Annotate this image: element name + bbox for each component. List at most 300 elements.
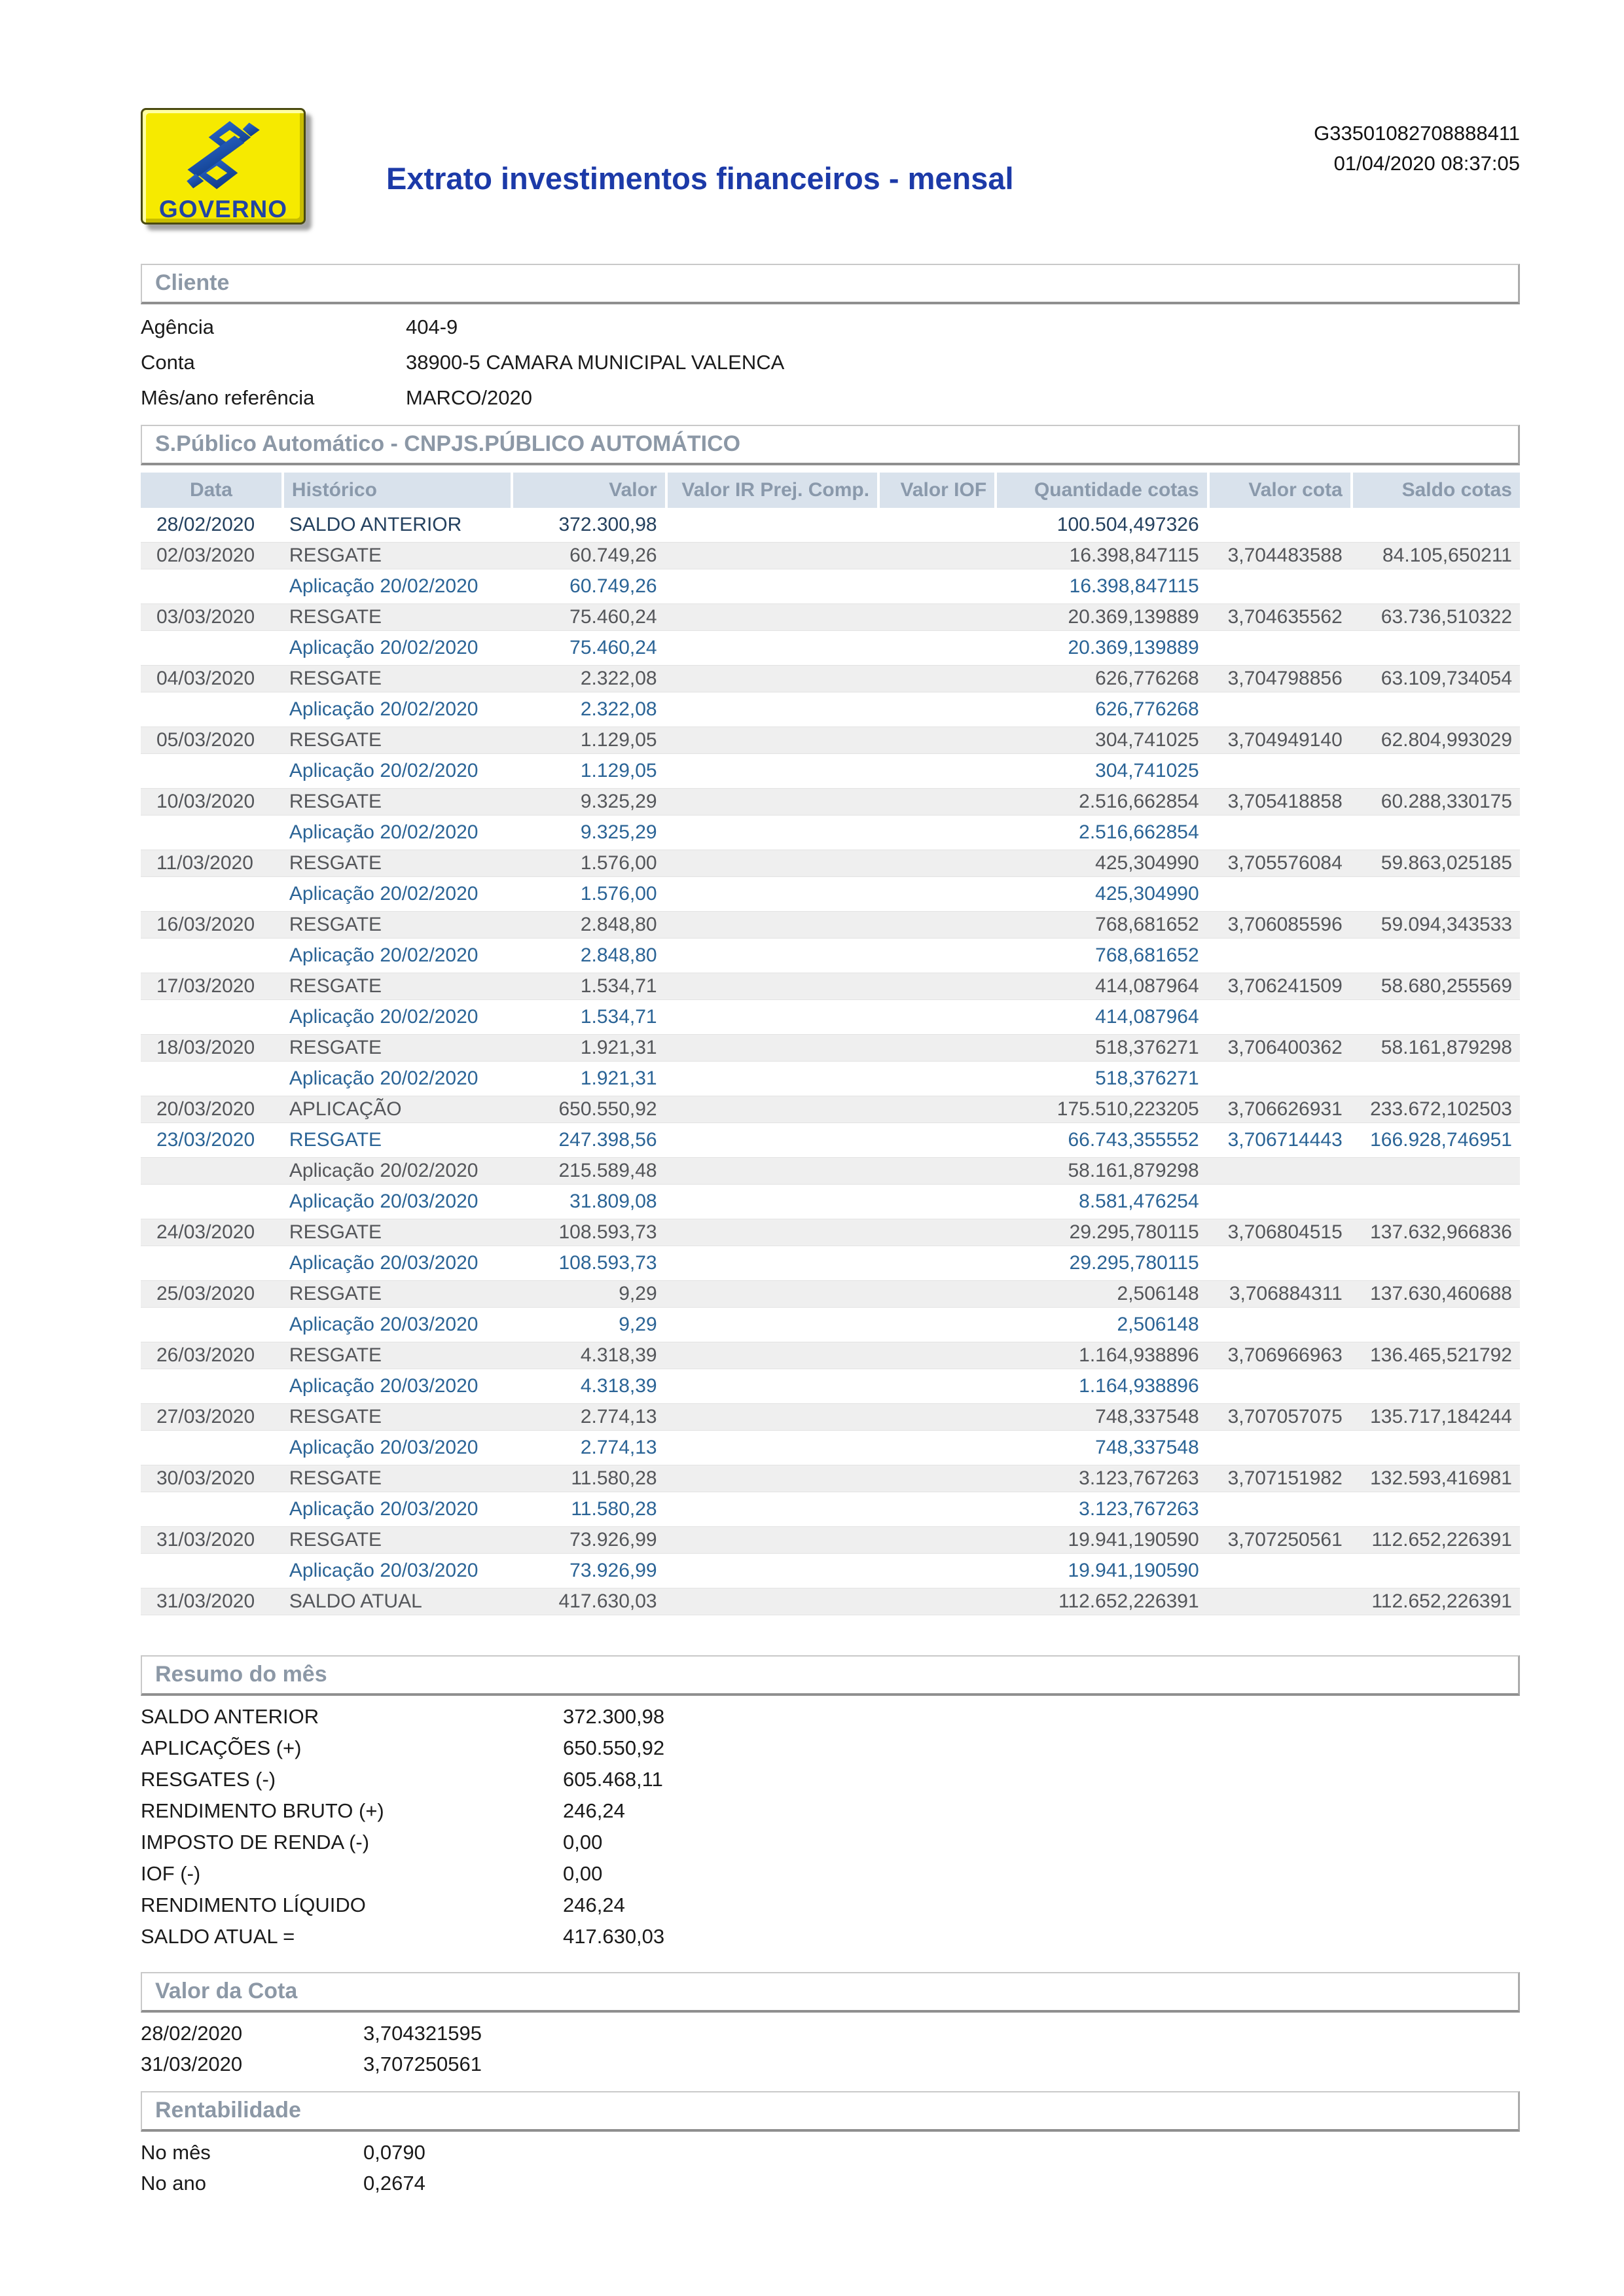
table-cell: 20/03/2020: [141, 1096, 281, 1123]
table-cell: RESGATE: [281, 1465, 511, 1492]
table-cell: 3,706241509: [1207, 973, 1350, 1000]
section-title-statement: S.Público Automático - CNPJS.PÚBLICO AUTOMÁTICO: [141, 425, 1520, 465]
field-label: Agência: [141, 315, 215, 338]
table-cell: 3,706626931: [1207, 1096, 1350, 1123]
table-cell: 1.534,71: [580, 1006, 657, 1028]
table-cell: 2.516,662854: [994, 788, 1206, 816]
table-cell: [665, 634, 877, 662]
section-title-resumo: Resumo do mês: [141, 1655, 1520, 1696]
table-cell: 3,706085596: [1207, 911, 1350, 939]
table-row: [141, 696, 1520, 723]
table-cell: 2.848,80: [511, 911, 665, 939]
table-row: [141, 757, 1520, 785]
table-cell: RESGATE: [281, 726, 511, 754]
table-cell: [1207, 1311, 1350, 1338]
column-header: Saldo cotas: [1350, 473, 1520, 508]
field-value: 38900-5 CAMARA MUNICIPAL VALENCA: [406, 351, 785, 374]
bb-flower-icon: [180, 118, 266, 196]
column-header: Valor cota: [1207, 473, 1350, 508]
table-cell: [141, 819, 281, 846]
table-row: [141, 880, 1520, 908]
table-cell: [665, 1157, 877, 1185]
table-cell: RESGATE: [281, 850, 511, 877]
table-cell: Aplicação 20/02/2020: [289, 760, 478, 781]
table-cell: 425,304990: [1095, 883, 1199, 905]
table-cell: 03/03/2020: [141, 603, 281, 631]
table-cell: 1.921,31: [511, 1034, 665, 1062]
table-cell: [665, 942, 877, 969]
table-cell: RESGATE: [281, 665, 511, 692]
table-cell: 05/03/2020: [141, 726, 281, 754]
table-cell: Aplicação 20/03/2020: [289, 1191, 478, 1212]
table-cell: [877, 1034, 994, 1062]
table-cell: 9,29: [619, 1314, 657, 1335]
rentabilidade-fields: [141, 2137, 1520, 2198]
table-cell: 63.109,734054: [1350, 665, 1520, 692]
table-cell: 304,741025: [1095, 760, 1199, 781]
table-cell: 247.398,56: [558, 1129, 657, 1151]
field-value: 650.550,92: [563, 1736, 665, 1759]
table-cell: 233.672,102503: [1350, 1096, 1520, 1123]
table-cell: [877, 757, 994, 785]
table-row: [141, 1003, 1520, 1031]
table-cell: 26/03/2020: [141, 1342, 281, 1369]
table-cell: 11/03/2020: [141, 850, 281, 877]
table-cell: [877, 634, 994, 662]
field-label: 31/03/2020: [141, 2053, 243, 2075]
table-cell: [877, 1588, 994, 1615]
table-cell: 166.928,746951: [1370, 1129, 1512, 1151]
statement-header-row: [141, 473, 1520, 508]
field-label: RENDIMENTO BRUTO (+): [141, 1799, 384, 1822]
table-cell: [877, 696, 994, 723]
table-cell: 62.804,993029: [1350, 726, 1520, 754]
table-row: [141, 1157, 1520, 1185]
table-row: [141, 973, 1520, 1000]
field-value: 0,0790: [363, 2141, 425, 2164]
table-cell: Aplicação 20/02/2020: [289, 821, 478, 843]
table-cell: 518,376271: [994, 1034, 1206, 1062]
table-cell: Aplicação 20/02/2020: [289, 1006, 478, 1028]
table-cell: 3,705576084: [1207, 850, 1350, 877]
table-cell: 414,087964: [1095, 1006, 1199, 1028]
table-cell: [1350, 1372, 1520, 1400]
table-cell: [665, 1496, 877, 1523]
table-cell: 137.630,460688: [1350, 1280, 1520, 1308]
table-cell: [141, 1157, 281, 1185]
table-row: [141, 1557, 1520, 1585]
table-cell: [1207, 573, 1350, 600]
table-cell: [665, 1526, 877, 1554]
table-cell: [877, 726, 994, 754]
table-cell: 59.863,025185: [1350, 850, 1520, 877]
table-cell: [1207, 819, 1350, 846]
field-value: 246,24: [563, 1799, 625, 1822]
field-label: No mês: [141, 2141, 211, 2164]
field-value: 246,24: [563, 1893, 625, 1916]
table-cell: [141, 1496, 281, 1523]
table-cell: 3,706400362: [1207, 1034, 1350, 1062]
field-label: RENDIMENTO LÍQUIDO: [141, 1893, 366, 1916]
table-cell: [877, 1249, 994, 1277]
table-cell: [877, 973, 994, 1000]
table-cell: [665, 819, 877, 846]
table-cell: Aplicação 20/03/2020: [289, 1498, 478, 1520]
table-cell: 650.550,92: [511, 1096, 665, 1123]
table-cell: [141, 634, 281, 662]
table-cell: [1207, 1003, 1350, 1031]
table-cell: 112.652,226391: [1350, 1526, 1520, 1554]
table-cell: 16.398,847115: [994, 542, 1206, 569]
table-row: [141, 573, 1520, 600]
table-cell: [877, 1311, 994, 1338]
field-value: 0,2674: [363, 2172, 425, 2195]
table-cell: 9.325,29: [580, 821, 657, 843]
table-cell: [141, 1311, 281, 1338]
table-cell: [141, 880, 281, 908]
table-cell: 372.300,98: [558, 514, 657, 535]
table-cell: 63.736,510322: [1350, 603, 1520, 631]
table-cell: 748,337548: [1095, 1437, 1199, 1458]
table-cell: RESGATE: [281, 1219, 511, 1246]
table-cell: [877, 1126, 994, 1154]
table-cell: 18/03/2020: [141, 1034, 281, 1062]
table-cell: [141, 757, 281, 785]
table-cell: [141, 1065, 281, 1092]
table-row: [141, 542, 1520, 569]
table-cell: Aplicação 20/03/2020: [289, 1375, 478, 1397]
table-cell: [1350, 1157, 1520, 1185]
table-cell: 3,706966963: [1207, 1342, 1350, 1369]
field-label: 28/02/2020: [141, 2022, 243, 2045]
statement-table: [141, 469, 1520, 1619]
table-cell: Aplicação 20/03/2020: [289, 1560, 478, 1581]
field-value: 605.468,11: [563, 1768, 663, 1791]
table-cell: [665, 1188, 877, 1215]
statement-body: [141, 511, 1520, 1615]
field-value: 417.630,03: [563, 1925, 665, 1948]
field-label: SALDO ANTERIOR: [141, 1705, 319, 1728]
table-cell: 2.848,80: [580, 944, 657, 966]
table-cell: [1350, 573, 1520, 600]
table-row: [141, 819, 1520, 846]
table-cell: [141, 1557, 281, 1585]
table-cell: Aplicação 20/03/2020: [289, 1252, 478, 1274]
table-cell: 24/03/2020: [141, 1219, 281, 1246]
table-cell: 60.749,26: [569, 575, 657, 597]
table-cell: [877, 850, 994, 877]
table-cell: [1207, 880, 1350, 908]
table-cell: [1207, 942, 1350, 969]
field-row: [141, 1921, 1520, 1952]
field-row: [141, 2168, 1520, 2198]
table-cell: [1207, 634, 1350, 662]
table-cell: [877, 1280, 994, 1308]
table-cell: [1207, 1557, 1350, 1585]
table-cell: 112.652,226391: [1350, 1588, 1520, 1615]
table-cell: SALDO ANTERIOR: [289, 514, 462, 535]
table-cell: [877, 880, 994, 908]
column-header: Histórico: [281, 473, 511, 508]
table-cell: 2,506148: [994, 1280, 1206, 1308]
table-cell: 1.921,31: [580, 1067, 657, 1089]
table-cell: RESGATE: [289, 1129, 382, 1151]
table-cell: [1350, 696, 1520, 723]
table-cell: 9.325,29: [511, 788, 665, 816]
table-cell: 748,337548: [994, 1403, 1206, 1431]
field-row: [141, 1764, 1520, 1795]
table-cell: RESGATE: [281, 1526, 511, 1554]
table-cell: 28/02/2020: [156, 514, 255, 535]
table-cell: 60.288,330175: [1350, 788, 1520, 816]
table-cell: [1350, 880, 1520, 908]
table-cell: Aplicação 20/02/2020: [289, 944, 478, 966]
table-cell: 30/03/2020: [141, 1465, 281, 1492]
table-cell: 3,707151982: [1207, 1465, 1350, 1492]
document-id: G33501082708888411: [1314, 122, 1520, 145]
table-cell: [665, 1557, 877, 1585]
field-label: IOF (-): [141, 1862, 201, 1885]
table-row: [141, 1311, 1520, 1338]
table-row: [141, 1034, 1520, 1062]
field-value: 404-9: [406, 315, 458, 338]
table-cell: 9,29: [511, 1280, 665, 1308]
field-value: MARCO/2020: [406, 386, 532, 409]
resumo-fields: [141, 1701, 1520, 1952]
table-cell: [877, 1465, 994, 1492]
table-row: [141, 511, 1520, 539]
field-row: [141, 1795, 1520, 1827]
table-cell: [665, 850, 877, 877]
table-cell: [141, 1188, 281, 1215]
table-cell: [877, 1003, 994, 1031]
table-cell: [141, 1249, 281, 1277]
field-value: 0,00: [563, 1831, 603, 1854]
table-cell: 2.774,13: [511, 1403, 665, 1431]
page-header: [141, 108, 1520, 234]
field-row: [141, 380, 1520, 416]
table-cell: [141, 1003, 281, 1031]
valor-cota-fields: [141, 2018, 1520, 2079]
field-row: [141, 2049, 1520, 2079]
table-row: [141, 1526, 1520, 1554]
table-cell: 59.094,343533: [1350, 911, 1520, 939]
field-row: [141, 1827, 1520, 1858]
table-cell: [141, 1434, 281, 1462]
table-cell: Aplicação 20/02/2020: [289, 637, 478, 658]
table-cell: Aplicação 20/02/2020: [289, 883, 478, 905]
table-cell: [665, 511, 877, 539]
table-cell: 16/03/2020: [141, 911, 281, 939]
logo-governo-label: GOVERNO: [158, 196, 288, 223]
table-cell: [1350, 942, 1520, 969]
table-row: [141, 1096, 1520, 1123]
table-cell: 20.369,139889: [994, 603, 1206, 631]
table-cell: [665, 1126, 877, 1154]
table-cell: 2.516,662854: [1079, 821, 1199, 843]
table-cell: [877, 1496, 994, 1523]
table-cell: 3.123,767263: [994, 1465, 1206, 1492]
field-label: No ano: [141, 2172, 206, 2195]
table-cell: 3,704483588: [1207, 542, 1350, 569]
field-row: [141, 1701, 1520, 1732]
table-cell: 58.161,879298: [1350, 1034, 1520, 1062]
table-cell: [1207, 1065, 1350, 1092]
table-cell: [877, 1434, 994, 1462]
table-cell: 27/03/2020: [141, 1403, 281, 1431]
table-cell: 2,506148: [1117, 1314, 1199, 1335]
table-cell: 31/03/2020: [141, 1588, 281, 1615]
table-cell: 3,704798856: [1207, 665, 1350, 692]
table-cell: APLICAÇÃO: [281, 1096, 511, 1123]
table-cell: RESGATE: [281, 1034, 511, 1062]
table-cell: [1350, 757, 1520, 785]
table-cell: 8.581,476254: [1079, 1191, 1199, 1212]
table-cell: 75.460,24: [511, 603, 665, 631]
table-cell: 1.164,938896: [994, 1342, 1206, 1369]
table-cell: [665, 788, 877, 816]
table-cell: RESGATE: [281, 1403, 511, 1431]
table-cell: 23/03/2020: [156, 1129, 255, 1151]
field-row: [141, 345, 1520, 380]
table-cell: 108.593,73: [511, 1219, 665, 1246]
table-cell: [877, 542, 994, 569]
table-row: [141, 788, 1520, 816]
field-value: 3,704321595: [363, 2022, 482, 2045]
table-cell: 11.580,28: [511, 1465, 665, 1492]
table-cell: [665, 1034, 877, 1062]
table-cell: 4.318,39: [511, 1342, 665, 1369]
table-cell: [1350, 1557, 1520, 1585]
table-cell: 1.129,05: [580, 760, 657, 781]
table-cell: 31.809,08: [569, 1191, 657, 1212]
table-cell: 3,705418858: [1207, 788, 1350, 816]
table-cell: [877, 1526, 994, 1554]
table-cell: [665, 880, 877, 908]
table-cell: 3,704949140: [1207, 726, 1350, 754]
field-label: Mês/ano referência: [141, 386, 315, 409]
table-cell: 20.369,139889: [1068, 637, 1199, 658]
table-cell: 1.164,938896: [1079, 1375, 1199, 1397]
table-cell: [665, 1465, 877, 1492]
table-cell: 29.295,780115: [1069, 1252, 1199, 1274]
table-cell: [877, 511, 994, 539]
table-cell: [665, 542, 877, 569]
field-value: 3,707250561: [363, 2053, 482, 2075]
table-cell: 1.534,71: [511, 973, 665, 1000]
table-cell: RESGATE: [281, 973, 511, 1000]
table-cell: [1207, 757, 1350, 785]
table-cell: [877, 1219, 994, 1246]
table-cell: [877, 819, 994, 846]
table-cell: 75.460,24: [569, 637, 657, 658]
table-cell: 17/03/2020: [141, 973, 281, 1000]
table-cell: Aplicação 20/03/2020: [289, 1314, 478, 1335]
table-cell: [665, 1342, 877, 1369]
table-cell: [877, 1403, 994, 1431]
table-cell: [1207, 1372, 1350, 1400]
document-meta: [1314, 108, 1520, 234]
table-cell: 108.593,73: [558, 1252, 657, 1274]
table-cell: 29.295,780115: [994, 1219, 1206, 1246]
table-cell: [665, 1249, 877, 1277]
table-cell: 518,376271: [1095, 1067, 1199, 1089]
section-title-cliente: Cliente: [141, 264, 1520, 304]
table-cell: SALDO ATUAL: [281, 1588, 511, 1615]
table-row: [141, 726, 1520, 754]
field-value: 372.300,98: [563, 1705, 665, 1728]
column-header: Quantidade cotas: [994, 473, 1206, 508]
table-row: [141, 1372, 1520, 1400]
table-cell: [877, 1065, 994, 1092]
table-cell: [877, 1157, 994, 1185]
table-cell: 132.593,416981: [1350, 1465, 1520, 1492]
table-cell: [665, 726, 877, 754]
table-cell: RESGATE: [281, 911, 511, 939]
table-row: [141, 603, 1520, 631]
table-cell: [1350, 1311, 1520, 1338]
table-cell: 60.749,26: [511, 542, 665, 569]
table-cell: 25/03/2020: [141, 1280, 281, 1308]
table-cell: [877, 1342, 994, 1369]
table-cell: [1207, 1249, 1350, 1277]
table-cell: [877, 603, 994, 631]
table-row: [141, 1342, 1520, 1369]
table-cell: 626,776268: [1095, 698, 1199, 720]
table-row: [141, 942, 1520, 969]
field-label: Conta: [141, 351, 195, 374]
table-cell: [665, 665, 877, 692]
table-cell: [877, 788, 994, 816]
table-cell: RESGATE: [281, 1280, 511, 1308]
table-cell: 626,776268: [994, 665, 1206, 692]
table-cell: [665, 573, 877, 600]
table-cell: 304,741025: [994, 726, 1206, 754]
table-cell: 2.322,08: [511, 665, 665, 692]
field-row: [141, 1732, 1520, 1764]
table-cell: [141, 942, 281, 969]
table-cell: [877, 573, 994, 600]
table-cell: [665, 1065, 877, 1092]
table-cell: [1207, 1588, 1350, 1615]
table-cell: [1207, 1157, 1350, 1185]
table-cell: 1.576,00: [511, 850, 665, 877]
table-cell: [877, 1096, 994, 1123]
table-cell: 73.926,99: [569, 1560, 657, 1581]
table-cell: 3.123,767263: [1079, 1498, 1199, 1520]
table-cell: 04/03/2020: [141, 665, 281, 692]
table-row: [141, 1588, 1520, 1615]
table-cell: RESGATE: [281, 603, 511, 631]
table-cell: [877, 942, 994, 969]
page-title: Extrato investimentos financeiros - mensal: [386, 161, 1014, 196]
table-cell: [1207, 1188, 1350, 1215]
table-cell: 417.630,03: [511, 1588, 665, 1615]
table-row: [141, 1126, 1520, 1154]
table-row: [141, 1465, 1520, 1492]
table-cell: RESGATE: [281, 542, 511, 569]
table-row: [141, 1434, 1520, 1462]
table-cell: Aplicação 20/02/2020: [289, 1067, 478, 1089]
table-cell: 175.510,223205: [994, 1096, 1206, 1123]
table-cell: [665, 1434, 877, 1462]
table-row: [141, 1219, 1520, 1246]
bank-logo: [141, 108, 306, 224]
table-cell: RESGATE: [281, 1342, 511, 1369]
table-cell: [665, 911, 877, 939]
table-cell: [1207, 511, 1350, 539]
table-cell: 768,681652: [1095, 944, 1199, 966]
